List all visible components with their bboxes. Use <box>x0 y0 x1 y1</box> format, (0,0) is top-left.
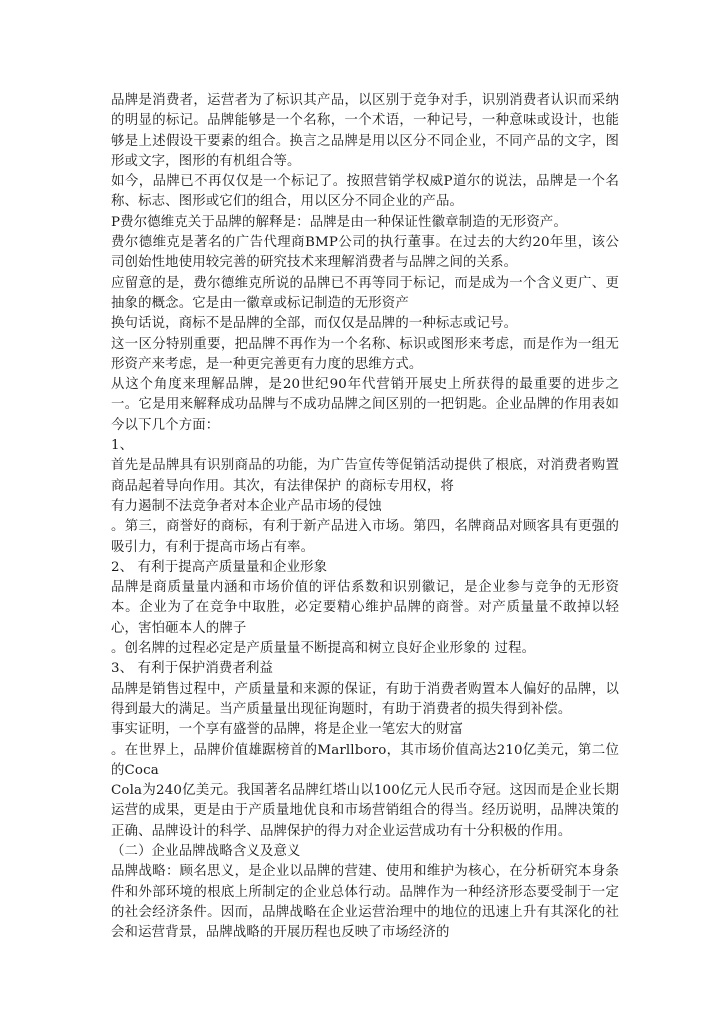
paragraph-doyle-view: 如今，品牌已不再仅仅是一个标记了。按照营销学权威P道尔的说法，品牌是一个名称、标志、图形或它们的组合，用以区分不同企业的产品。 <box>111 174 619 210</box>
paragraph-new-products-market: 。第三，商誉好的商标，有利于新产品进入市场。第四，名牌商品对顾客具有更强的吸引力，有利于提高市场占有率。 <box>111 519 619 555</box>
paragraph-abstract-concept: 应留意的是，费尔德维克所说的品牌已不再等同于标记，而是成为一个含义更广、更抽象的概念。它是由一徽章或标记制造的无形资产 <box>111 275 619 311</box>
paragraph-intangible-assets: 这一区分特别重要，把品牌不再作为一个名称、标识或图形来考虑，而是作为一组无形资产来考虑，是一种更完善更有力度的思维方式。 <box>111 336 619 372</box>
paragraph-coca-cola-value: Cola为240亿美元。我国著名品牌红塔山以100亿元人民币夺冠。这因而是企业长期运营的成果，更是由于产质量地优良和市场营销组合的得当。经历说明，品牌决策的正确、品牌设计的科学、品牌保护的得力对企业运营成功有十分积极的作用。 <box>111 783 619 839</box>
paragraph-brand-definition: 品牌是消费者，运营者为了标识其产品，以区别于竞争对手，识别消费者认识而采纳的明显的标记。品牌能够是一个名称，一个术语，一种记号，一种意味或设计，也能够是上述假设干要素的组合。换言之品牌是用以区分不同企业，不同产品的文字，图形或文字，图形的有机组合等。 <box>111 93 619 169</box>
document-body <box>111 91 619 943</box>
section-heading-1: 1、 <box>111 438 134 454</box>
section-heading-2: 2、 有利于提高产质量量和企业形象 <box>111 559 328 575</box>
paragraph-trademark-vs-brand: 换句话说，商标不是品牌的全部，而仅仅是品牌的一种标志或记号。 <box>111 316 518 332</box>
paragraph-quality-reputation: 品牌是商质量量内涵和市场价值的评估系数和识别徽记，是企业参与竞争的无形资本。企业为了在竞争中取胜，必定要精心维护品牌的商誉。对产质量量不敢掉以轻心，害怕砸本人的牌子 <box>111 580 619 636</box>
section-heading-3: 3、 有利于保护消费者利益 <box>111 661 274 677</box>
paragraph-90s-progress: 从这个角度来理解品牌，是20世纪90年代营销开展史上所获得的最重要的进步之一。它是用来解释成功品牌与不成功品牌之间区别的一把钥匙。企业品牌的作用表如今以下几个方面： <box>111 377 619 433</box>
paragraph-curb-competitors: 有力遏制不法竞争者对本企业产品市场的侵蚀 <box>111 498 382 514</box>
paragraph-consumer-protection: 品牌是销售过程中，产质量量和来源的保证，有助于消费者购置本人偏好的品牌，以得到最大的满足。当产质量量出现征询题时，有助于消费者的损失得到补偿。 <box>111 681 619 717</box>
paragraph-identification-function: 首先是品牌具有识别商品的功能，为广告宣传等促销活动提供了根底，对消费者购置商品起着导向作用。其次，有法律保护 的商标专用权，将 <box>111 458 619 494</box>
paragraph-brand-strategy: 品牌战略：顾名思义，是企业以品牌的营建、使用和维护为核心，在分析研究本身条件和外部环境的根底上所制定的企业总体行动。品牌作为一种经济形态要受制于一定的社会经济条件。因而，品牌战略在企业运营治理中的地位的迅速上升有其深化的社会和运营背景，品牌战略的开展历程也反映了市场经济的 <box>111 864 619 941</box>
paragraph-marlboro-value: 。在世界上，品牌价值雄踞榜首的Marllboro，其市场价值高达210亿美元，第二位的Coca <box>111 742 619 778</box>
paragraph-quality-improvement: 。创名牌的过程必定是产质量量不断提高和树立良好企业形象的 过程。 <box>111 641 536 657</box>
paragraph-feldwick-definition: P费尔德维克关于品牌的解释是：品牌是由一种保证性徽章制造的无形资产。 <box>111 214 567 230</box>
paragraph-brand-wealth: 事实证明，一个享有盛誉的品牌，将是企业一笔宏大的财富 <box>111 722 464 738</box>
section-heading-strategy: （二）企业品牌战略含义及意义 <box>111 843 301 859</box>
paragraph-feldwick-bmp: 费尔德维克是著名的广告代理商BMP公司的执行董事。在过去的大约20年里，该公司创始性地使用较完善的研究技术来理解消费者与品牌之间的关系。 <box>111 235 619 271</box>
